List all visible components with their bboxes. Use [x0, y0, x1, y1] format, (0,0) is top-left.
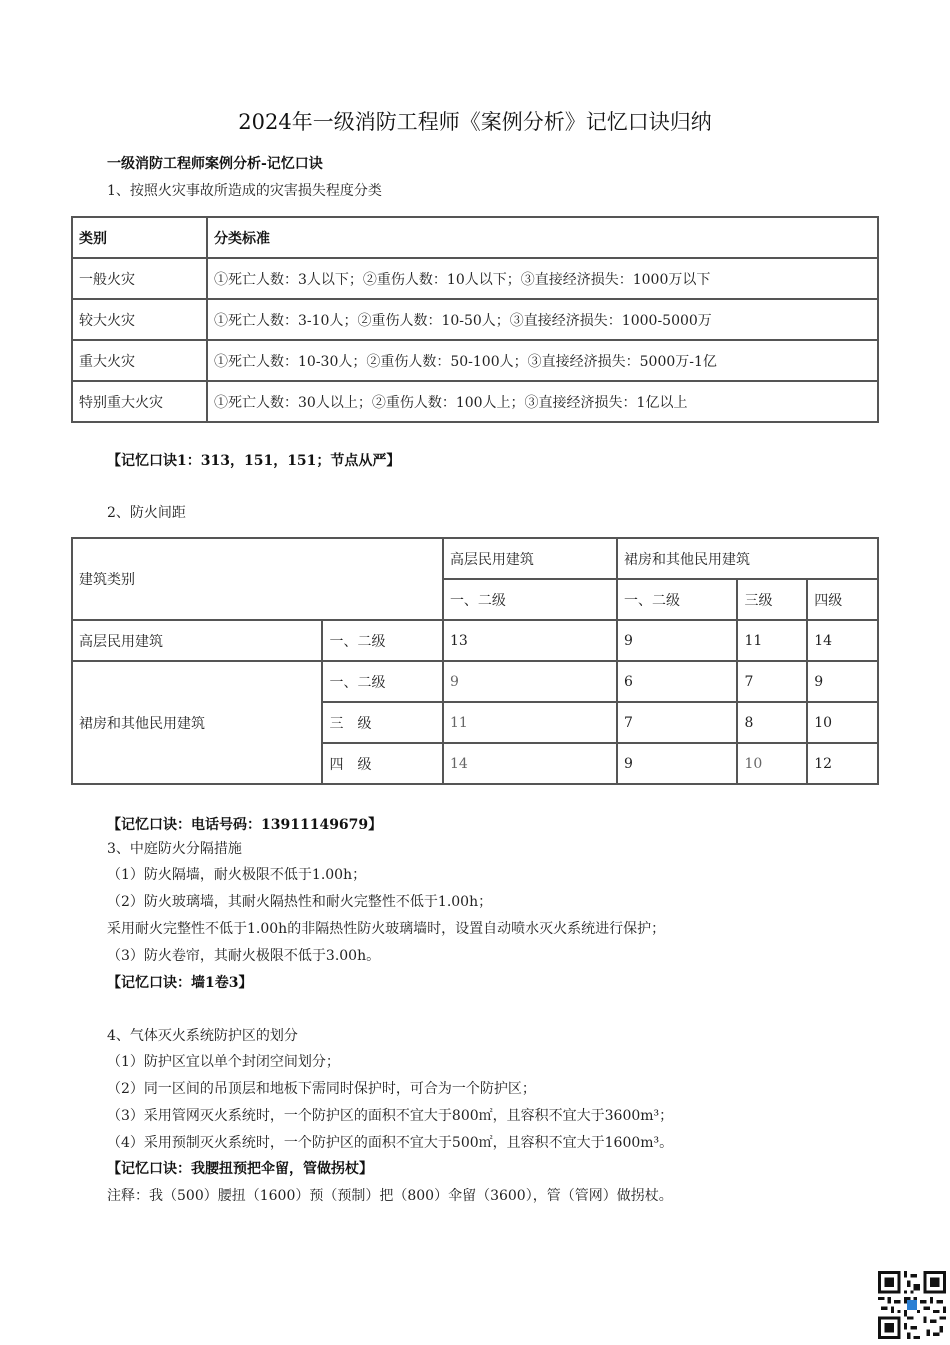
fire-type-cell: 较大火灾 [72, 299, 207, 340]
value-cell: 9 [617, 620, 737, 661]
fire-classification-table [71, 216, 879, 423]
col-header-standard: 分类标准 [207, 217, 878, 258]
value-cell: 7 [617, 702, 737, 743]
table-row [72, 340, 878, 381]
col-grade-1-2: 一、二级 [617, 579, 737, 620]
value-cell: 10 [737, 743, 807, 784]
sec4-heading: 4、气体灭火系统防护区的划分 [107, 1028, 298, 1044]
row-subheader: 一、二级 [322, 661, 442, 702]
row-subheader: 三 级 [322, 702, 442, 743]
value-cell: 8 [737, 702, 807, 743]
sec4-line: （1）防护区宜以单个封闭空间划分； [107, 1054, 340, 1070]
standard-cell: ①死亡人数：3-10人；②重伤人数：10-50人；③直接经济损失：1000-5000万 [207, 299, 878, 340]
value-cell: 13 [443, 620, 617, 661]
table-row [72, 381, 878, 422]
col-header-podium: 裙房和其他民用建筑 [617, 538, 878, 579]
fire-type-cell: 特别重大火灾 [72, 381, 207, 422]
value-cell: 9 [443, 661, 617, 702]
sec4-line: （3）采用管网灭火系统时，一个防护区的面积不宜大于800㎡，且容积不宜大于3600m³； [107, 1108, 674, 1124]
standard-cell: ①死亡人数：3人以下；②重伤人数：10人以下；③直接经济损失：1000万以下 [207, 258, 878, 299]
value-cell: 11 [737, 620, 807, 661]
value-cell: 6 [617, 661, 737, 702]
sec4-line: （4）采用预制灭火系统时，一个防护区的面积不宜大于500㎡，且容积不宜大于1600m³。 [107, 1135, 674, 1151]
subtitle: 一级消防工程师案例分析-记忆口诀 [107, 156, 323, 172]
sec3-line: （2）防火玻璃墙，其耐火隔热性和耐火完整性不低于1.00h； [107, 894, 493, 910]
value-cell: 10 [807, 702, 878, 743]
table-row [72, 661, 878, 702]
col-header-type: 类别 [72, 217, 207, 258]
table-row [72, 299, 878, 340]
sec4-mnemonic: 【记忆口诀：我腰扭预把伞留，管做拐杖】 [107, 1161, 373, 1177]
fire-spacing-table [71, 537, 879, 785]
sec3-line: （3）防火卷帘，其耐火极限不低于3.00h。 [107, 948, 381, 964]
value-cell: 9 [807, 661, 878, 702]
fire-type-cell: 重大火灾 [72, 340, 207, 381]
sec3-heading: 3、中庭防火分隔措施 [107, 841, 242, 857]
sec2-heading: 2、防火间距 [107, 505, 186, 521]
col-grade-3: 三级 [737, 579, 807, 620]
fire-type-cell: 一般火灾 [72, 258, 207, 299]
value-cell: 7 [737, 661, 807, 702]
sec1-mnemonic: 【记忆口诀1：313，151，151；节点从严】 [107, 453, 401, 469]
row-subheader: 一、二级 [322, 620, 442, 661]
standard-cell: ①死亡人数：10-30人；②重伤人数：50-100人；③直接经济损失：5000万-1亿 [207, 340, 878, 381]
table-header-row [72, 217, 878, 258]
value-cell: 12 [807, 743, 878, 784]
sec3-line: 采用耐火完整性不低于1.00h的非隔热性防火玻璃墙时，设置自动喷水灭火系统进行保护； [107, 921, 666, 937]
table-header-row [72, 538, 878, 579]
col-grade-4: 四级 [807, 579, 878, 620]
sec3-line: （1）防火隔墙，耐火极限不低于1.00h； [107, 867, 367, 883]
row-header-high-rise: 高层民用建筑 [72, 620, 322, 661]
table-row [72, 620, 878, 661]
sec4-line: （2）同一区间的吊顶层和地板下需同时保护时，可合为一个防护区； [107, 1081, 536, 1097]
col-grade-1-2: 一、二级 [443, 579, 617, 620]
table-row [72, 258, 878, 299]
sec1-heading: 1、按照火灾事故所造成的灾害损失程度分类 [107, 183, 382, 199]
sec2-mnemonic: 【记忆口诀：电话号码：13911149679】 [107, 817, 383, 833]
value-cell: 9 [617, 743, 737, 784]
sec4-note: 注释：我（500）腰扭（1600）预（预制）把（800）伞留（3600），管（管网）做拐杖。 [107, 1188, 673, 1204]
value-cell: 14 [443, 743, 617, 784]
value-cell: 11 [443, 702, 617, 743]
corner-cell: 建筑类别 [72, 538, 443, 620]
sec3-mnemonic: 【记忆口诀：墙1卷3】 [107, 975, 253, 991]
qr-code-icon [878, 1271, 946, 1339]
row-header-podium: 裙房和其他民用建筑 [72, 661, 322, 784]
col-header-high-rise: 高层民用建筑 [443, 538, 617, 579]
page-title: 2024年一级消防工程师《案例分析》记忆口诀归纳 [238, 110, 712, 134]
row-subheader: 四 级 [322, 743, 442, 784]
value-cell: 14 [807, 620, 878, 661]
standard-cell: ①死亡人数：30人以上；②重伤人数：100人上；③直接经济损失：1亿以上 [207, 381, 878, 422]
